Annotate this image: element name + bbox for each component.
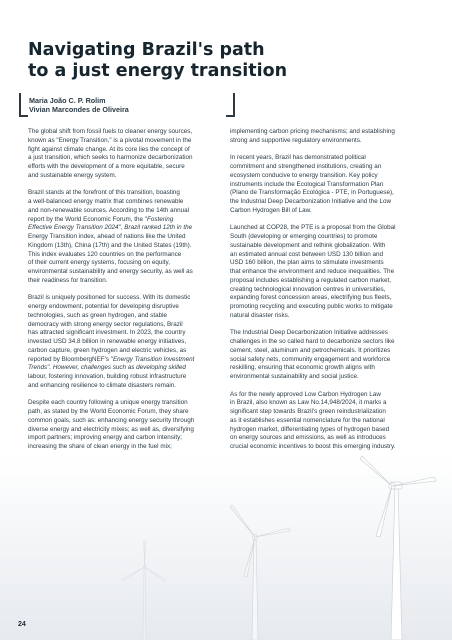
text-line: Energy Transition index, ahead of nations like the United	[28, 233, 186, 240]
page-number: 24	[18, 621, 26, 628]
text-line: social safety nets, community engagement and workforce	[230, 355, 391, 363]
text-line: a well-balanced energy matrix that combines renewable	[28, 198, 184, 205]
text-line: strong and supportive regulatory environments.	[230, 136, 362, 144]
text-line: Brazil stands at the forefront of this transition, boasting	[28, 189, 180, 197]
text-line: South (developing or emerging countries) to promote	[230, 233, 378, 240]
wind-turbines-illustration	[0, 455, 452, 640]
text-line: Despite each country following a unique energy transition	[28, 399, 188, 407]
text-line: environmental sustainability and social justice.	[230, 373, 359, 380]
text-line: commitment and strengthened institutions, creating an	[230, 163, 382, 170]
text-line: crucial economic incentives to boost this emerging industry.	[230, 443, 396, 450]
text-line: challenges in the so called hard to decarbonize sectors like	[230, 338, 395, 345]
right-column	[230, 128, 432, 461]
text-line: Kingdom (13th), China (17th) and the United States (19th).	[28, 241, 192, 249]
paragraph	[230, 329, 432, 382]
text-line: proposal includes establishing a regulated carbon market,	[230, 276, 392, 284]
bracket-right	[226, 93, 235, 117]
text-line: This index evaluates 120 countries on the performance	[28, 250, 182, 258]
paragraph	[28, 294, 230, 390]
bracket-left	[19, 93, 28, 117]
text-line: common goals, such as: enhancing energy security through	[28, 416, 195, 424]
text-line: environmental sustainability and energy security, as well as	[28, 268, 193, 275]
text-line: labour, fostering innovation, building robust infrastructure	[28, 373, 187, 380]
text-line: natural disaster risks.	[230, 311, 290, 319]
author-block	[19, 93, 235, 117]
text-line: their readiness for transition.	[28, 276, 108, 284]
text-line: implementing carbon pricing mechanisms; and establishing	[230, 128, 395, 135]
text-fragment: report by the World Economic Forum, the "	[28, 215, 148, 223]
text-line: cement, steel, aluminum and petrochemicals. It prioritizes	[230, 346, 391, 354]
text-line: an estimated annual cost between USD 130 billion and	[230, 250, 383, 258]
author-names	[29, 96, 129, 114]
text-line: of their current energy systems, focusing on equity,	[28, 259, 170, 267]
text-line: reskilling, ensuring that economic growth aligns with	[230, 364, 375, 372]
text-line: USD 160 billion, the plan aims to stimulate investments	[230, 259, 384, 267]
paragraph	[28, 399, 230, 452]
sky-background	[0, 455, 452, 640]
text-line: technologies, such as green hydrogen, and stable	[28, 311, 167, 319]
text-line	[28, 224, 230, 233]
left-column	[28, 128, 230, 461]
text-line: invested USD 34.8 billion in renewable energy initiatives,	[28, 338, 187, 345]
italic-title: Trends". However, challenges such as developing skilled	[28, 364, 186, 372]
text-line: expanding forest concession areas, electrifying bus fleets,	[230, 294, 392, 302]
text-line: creating technological innovation centres in universities,	[230, 285, 386, 293]
text-line: and sustainable energy system.	[28, 171, 117, 179]
text-line	[28, 364, 230, 373]
title-line-1: Navigating Brazil's path	[28, 40, 265, 60]
text-line: path, as stated by the World Economic Forum, they share	[28, 408, 189, 415]
text-line: Launched at COP28, the PTE is a proposal from the Global	[230, 224, 396, 232]
paragraph	[230, 154, 432, 215]
text-line: promoting recycling and executing public works to mitigate	[230, 303, 393, 310]
text-line: ecosystem conducive to energy transition. Key policy	[230, 171, 378, 179]
text-line: Brazil is uniquely positioned for success. With its domestic	[28, 294, 191, 302]
text-line: hydrogen market, differentiating types of hydrogen based	[230, 425, 390, 433]
text-line	[28, 356, 230, 365]
text-line: as it establishes essential nomenclature for the national	[230, 416, 385, 424]
text-line: sustainable development and rethink globalization. With	[230, 241, 386, 249]
author-name: Maria João C. P. Rolim	[29, 96, 106, 105]
text-line: (Plano de Transformação Ecológica - PTE, in Portuguese),	[230, 189, 394, 197]
text-line: The Industrial Deep Decarbonization Initiative addresses	[230, 329, 388, 337]
text-line: instruments include the Ecological Transformation Plan	[230, 180, 384, 188]
text-line: energy endowment, potential for developing disruptive	[28, 303, 179, 310]
italic-title: Effective Energy Transition 2024", Brazil ranked 12th in the	[28, 224, 193, 232]
text-line: a just transition, which seeks to harmonize decarbonization	[28, 154, 193, 162]
paragraph	[230, 391, 432, 452]
text-fragment: reported by BloombergNEF's "	[28, 355, 113, 363]
text-line: efforts with the development of a more equitable, secure	[28, 163, 185, 170]
text-line: fight against climate change. At its core lies the concept of	[28, 145, 190, 153]
text-line: significant step towards Brazil's green reindustrialization	[230, 408, 386, 415]
text-line: democracy with strong energy sector regulations, Brazil	[28, 320, 183, 328]
text-line: Carbon Hydrogen Bill of Law.	[230, 206, 312, 214]
title-line-2: to a just energy transition	[28, 61, 288, 81]
text-line: The global shift from fossil fuels to cleaner energy sources,	[28, 128, 193, 135]
text-line	[28, 216, 230, 225]
text-line: import partners; improving energy and carbon intensity;	[28, 434, 183, 442]
paragraph	[230, 224, 432, 320]
text-line: known as "Energy Transition," is a pivotal movement in the	[28, 136, 192, 144]
italic-title: Fostering	[147, 215, 174, 223]
text-line: In recent years, Brazil has demonstrated political	[230, 154, 366, 162]
text-line: and non-renewable sources. According to the 14th annual	[28, 206, 190, 214]
paragraph	[28, 128, 230, 181]
paragraph	[28, 189, 230, 285]
text-line: on energy sources and emissions, as well as introduces	[230, 434, 386, 442]
text-line: in Brazil, also known as Law No.14,948/2024, it marks a	[230, 399, 387, 407]
text-line: has attracted significant investment. In 2023, the country	[28, 329, 186, 337]
paragraph	[230, 128, 432, 146]
text-line: that enhance the environment and reduce inequalities. The	[230, 268, 395, 275]
text-line: increasing the share of clean energy in the fuel mix;	[28, 443, 172, 450]
italic-title: Energy Transition Investment	[112, 355, 195, 363]
text-line: and enhancing resilience to climate disasters remain.	[28, 381, 177, 389]
text-line: As for the newly approved Low Carbon Hydrogen Law	[230, 390, 381, 398]
text-line: the Industrial Deep Decarbonization Initiative and the Low	[230, 198, 392, 205]
author-name: Vivian Marcondes de Oliveira	[29, 105, 129, 114]
text-line: carbon capture, green hydrogen and electric vehicles, as	[28, 346, 187, 354]
article-title	[28, 40, 428, 82]
text-line: diverse energy and electricity mixes; as well as, diversifying	[28, 425, 194, 433]
